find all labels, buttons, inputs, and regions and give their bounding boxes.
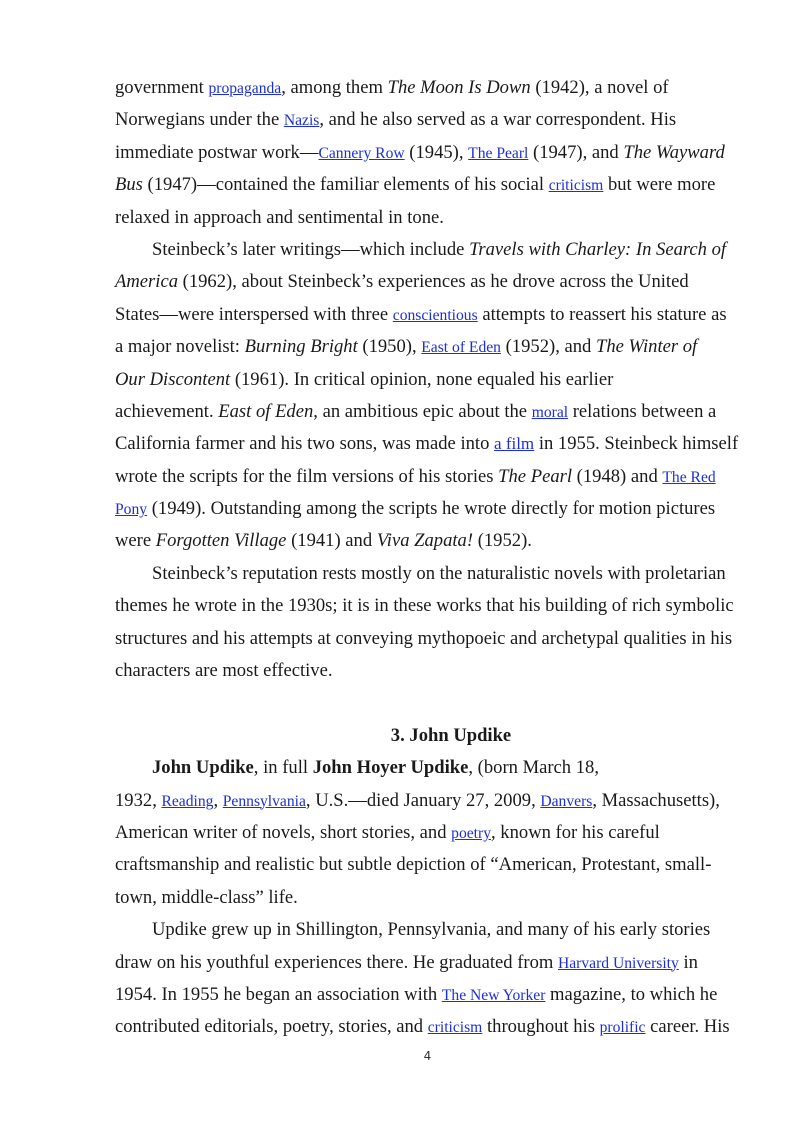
text-run: , in full — [253, 757, 313, 779]
italic-title: The Wayward — [623, 141, 725, 163]
hyperlink[interactable]: East of Eden — [421, 339, 501, 357]
text-line — [115, 266, 747, 298]
text-run: (1952), and — [500, 336, 596, 358]
italic-title: Bus — [115, 174, 143, 196]
text-run: in 1955. Steinbeck himself — [534, 433, 739, 455]
text-run: (1952). — [473, 530, 532, 552]
text-line — [115, 849, 747, 881]
text-run: craftsmanship and realistic but subtle depiction of “American, Protestant, small- — [115, 854, 712, 876]
hyperlink[interactable]: poetry — [451, 824, 491, 842]
text-line — [115, 202, 747, 234]
italic-title: Forgotten Village — [155, 530, 287, 552]
hyperlink[interactable]: Danvers — [540, 792, 593, 810]
hyperlink[interactable]: Harvard University — [558, 954, 679, 972]
text-line — [115, 655, 747, 687]
hyperlink[interactable]: criticism — [548, 177, 604, 195]
text-run: , among them — [281, 77, 388, 98]
text-line — [115, 752, 747, 784]
text-line — [115, 493, 747, 525]
bold-text: John Hoyer Updike — [312, 757, 469, 779]
text-run: Norwegians under the — [115, 109, 284, 131]
text-run: (1941) and — [286, 530, 377, 552]
text-run: town, middle-class” life. — [115, 886, 298, 908]
hyperlink[interactable]: Nazis — [283, 112, 320, 130]
text-line — [115, 364, 747, 396]
text-line — [115, 525, 747, 557]
text-run: (1947), and — [528, 141, 624, 163]
text-line — [115, 169, 747, 201]
text-run: achievement. — [115, 400, 219, 422]
text-run: Steinbeck’s reputation rests mostly on the naturalistic novels with proletarian — [152, 562, 726, 584]
text-line — [115, 882, 747, 914]
text-run: (1947)—contained the familiar elements of his social — [142, 174, 549, 196]
text-run: , (born March 18, — [468, 757, 599, 779]
hyperlink[interactable]: conscientious — [392, 306, 478, 324]
italic-title: Our Discontent — [115, 368, 231, 390]
page-number: 4 — [423, 1049, 432, 1063]
text-run: relations between a — [568, 400, 717, 422]
text-run: . — [400, 724, 410, 746]
italic-title: The Pearl — [498, 465, 573, 487]
text-line — [115, 396, 747, 428]
hyperlink[interactable]: Reading — [161, 792, 214, 810]
text-line — [115, 914, 747, 946]
italic-title: Travels with Charley: In Search of — [469, 238, 727, 260]
hyperlink[interactable]: Pennsylvania — [222, 792, 306, 810]
text-run: (1949). Outstanding among the scripts he wrote directly for motion pictures — [147, 498, 716, 520]
text-line — [115, 979, 747, 1011]
text-run: attempts to reassert his stature as — [477, 303, 727, 325]
text-run: , known for his careful — [491, 821, 660, 843]
text-run: but were more — [603, 174, 716, 196]
italic-title: America — [115, 271, 178, 293]
text-line — [115, 785, 747, 817]
bold-text: John Updike — [152, 757, 254, 779]
text-run: career. His — [645, 1016, 730, 1038]
text-run: , U.S.—died January 27, 2009, — [305, 789, 541, 811]
text-line — [115, 331, 747, 363]
text-line — [115, 104, 747, 136]
text-run: Steinbeck’s later writings—which include — [152, 238, 470, 260]
italic-title: Viva Zapata! — [376, 530, 474, 552]
text-run: magazine, to which he — [545, 983, 718, 1005]
text-run: (1961). In critical opinion, none equaled his earlier — [230, 368, 614, 390]
text-line — [115, 299, 747, 331]
text-run: wrote the scripts for the film versions of his stories — [115, 465, 499, 487]
text-run: 1932, — [115, 789, 162, 811]
italic-title: The Winter of — [595, 336, 698, 358]
text-run: in — [678, 951, 698, 973]
text-run: contributed editorials, poetry, stories, and — [115, 1016, 428, 1038]
text-run: themes he wrote in the 1930s; it is in these works that his building of rich symbolic — [115, 595, 734, 617]
text-run: California farmer and his two sons, was made into — [115, 433, 495, 455]
text-run: , Massachusetts), — [592, 789, 720, 811]
hyperlink[interactable]: prolific — [599, 1019, 646, 1037]
text-line — [115, 137, 747, 169]
text-line — [115, 428, 747, 460]
text-line — [115, 590, 747, 622]
text-run: States—were interspersed with three — [115, 303, 393, 325]
text-run: (1945), — [404, 141, 469, 163]
text-run: characters are most effective. — [115, 660, 333, 682]
italic-title: East of Eden — [218, 400, 314, 422]
text-run: American writer of novels, short stories, and — [115, 821, 452, 843]
text-run: (1962), about Steinbeck’s experiences as he drove across the United — [178, 271, 689, 293]
text-line — [115, 817, 747, 849]
text-run: (1950), — [357, 336, 422, 358]
text-run: , and he also served as a war correspondent. His — [319, 109, 677, 131]
text-run: a major novelist: — [115, 336, 245, 358]
document-body — [115, 72, 747, 1044]
text-run: (1948) and — [572, 465, 663, 487]
text-run: government — [115, 77, 209, 98]
section-heading — [115, 720, 747, 752]
text-run: (1942), a novel of — [530, 77, 669, 98]
hyperlink[interactable]: The Pearl — [468, 144, 529, 162]
text-run: immediate postwar work— — [115, 141, 319, 163]
italic-title: The Moon Is Down — [387, 77, 531, 98]
text-line — [115, 234, 747, 266]
text-line — [115, 72, 747, 104]
text-run: 1954. In 1955 he began an association with — [115, 983, 442, 1005]
hyperlink[interactable]: The New Yorker — [441, 986, 546, 1004]
text-line — [115, 1011, 747, 1043]
text-run: , an ambitious epic about the — [313, 400, 532, 422]
text-run: draw on his youthful experiences there. He graduated from — [115, 951, 558, 973]
text-run: relaxed in approach and sentimental in tone. — [115, 206, 444, 228]
hyperlink[interactable]: a film — [494, 434, 535, 454]
text-line — [115, 687, 747, 719]
text-run: Updike grew up in Shillington, Pennsylvania, and many of his early stories — [152, 919, 711, 941]
text-line — [115, 947, 747, 979]
text-line — [115, 623, 747, 655]
hyperlink[interactable]: propaganda — [208, 80, 282, 97]
text-run: were — [115, 530, 156, 552]
text-run: structures and his attempts at conveying mythopoeic and archetypal qualities in his — [115, 627, 733, 649]
hyperlink[interactable]: Pony — [115, 501, 148, 519]
text-run: , — [213, 789, 223, 811]
italic-title: Burning Bright — [244, 336, 358, 358]
bold-text: 3 — [390, 724, 401, 746]
hyperlink[interactable]: criticism — [427, 1019, 483, 1037]
text-line — [115, 558, 747, 590]
text-line — [115, 461, 747, 493]
text-run: throughout his — [482, 1016, 600, 1038]
hyperlink[interactable]: Cannery Row — [318, 144, 405, 162]
hyperlink[interactable]: moral — [531, 403, 569, 421]
bold-text: John Updike — [409, 724, 512, 746]
hyperlink[interactable]: The Red — [662, 468, 716, 486]
